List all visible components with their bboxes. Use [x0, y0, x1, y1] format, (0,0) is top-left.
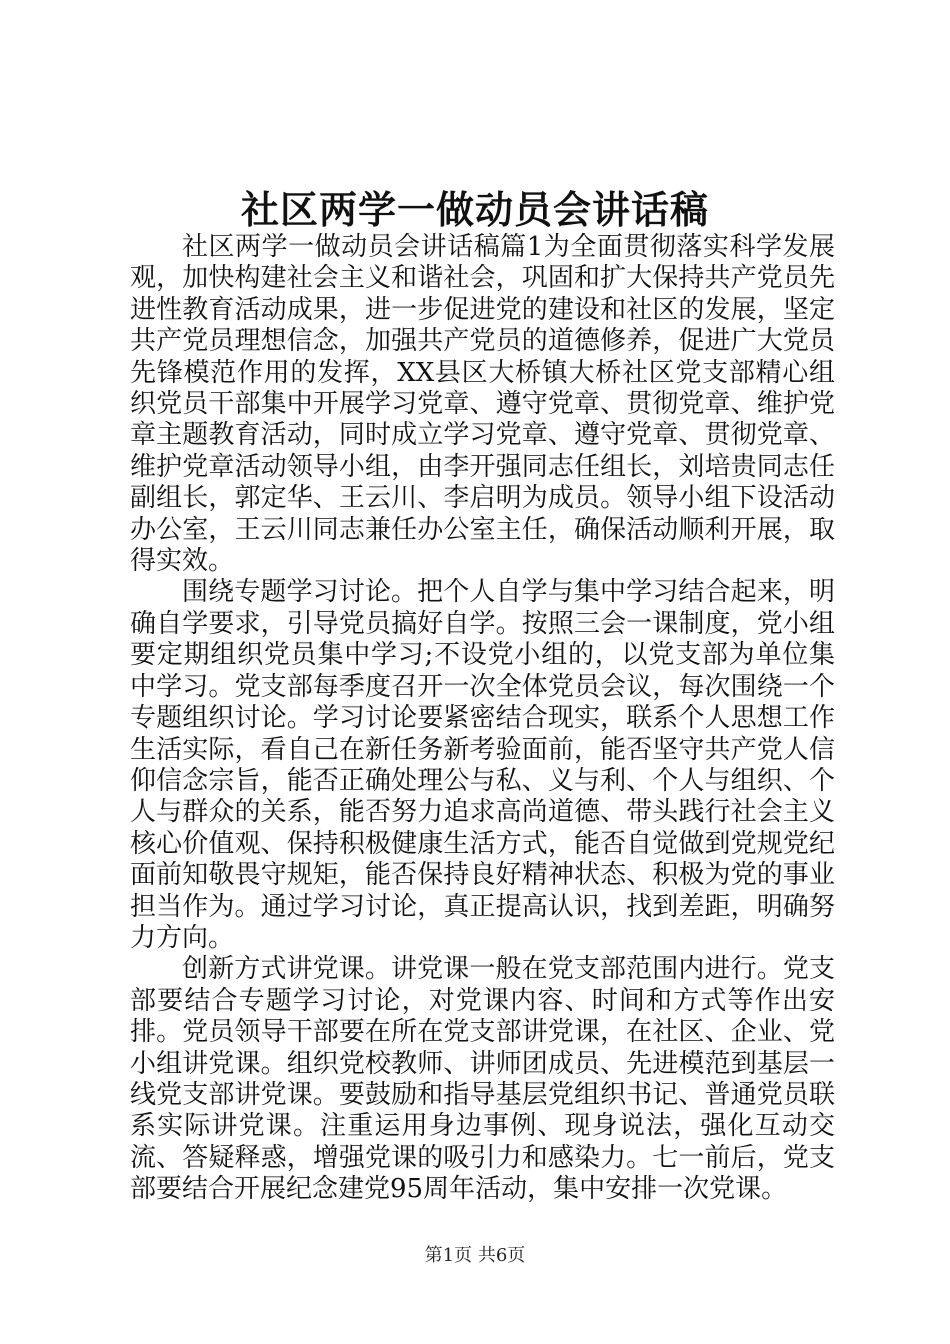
page-footer: 第1页 共6页: [424, 1245, 526, 1266]
document-title: 社区两学一做动员会讲话稿: [240, 187, 709, 232]
document-body: [130, 232, 835, 1206]
paragraph-1: 社区两学一做动员会讲话稿篇1为全面贯彻落实科学发展观，加快构建社会主义和谐社会，巩固和扩大保持共产党员先进性教育活动成果，进一步促进党的建设和社区的发展，坚定共产党员理想信念，加强共产党员的道德修养，促进广大党员先锋模范作用的发挥，XX县区大桥镇大桥社区党支部精心组织党员干部集中开展学习党章、遵守党章、贯彻党章、维护党章主题教育活动，同时成立学习党章、遵守党章、贯彻党章、维护党章活动领导小组，由李开强同志任组长，刘培贵同志任副组长，郭定华、王云川、李启明为成员。领导小组下设活动办公室，王云川同志兼任办公室主任，确保活动顺利开展，取得实效。: [130, 232, 835, 577]
paragraph-2: 围绕专题学习讨论。把个人自学与集中学习结合起来，明确自学要求，引导党员搞好自学。按照三会一课制度，党小组要定期组织党员集中学习;不设党小组的，以党支部为单位集中学习。党支部每季度召开一次全体党员会议，每次围绕一个专题组织讨论。学习讨论要紧密结合现实，联系个人思想工作生活实际，看自己在新任务新考验面前，能否坚守共产党人信仰信念宗旨，能否正确处理公与私、义与利、个人与组织、个人与群众的关系，能否努力追求高尚道德、带头践行社会主义核心价值观、保持积极健康生活方式，能否自觉做到党规党纪面前知敬畏守规矩，能否保持良好精神状态、积极为党的事业担当作为。通过学习讨论，真正提高认识，找到差距，明确努力方向。: [130, 577, 835, 953]
paragraph-3: 创新方式讲党课。讲党课一般在党支部范围内进行。党支部要结合专题学习讨论，对党课内容、时间和方式等作出安排。党员领导干部要在所在党支部讲党课，在社区、企业、党小组讲党课。组织党校教师、讲师团成员、先进模范到基层一线党支部讲党课。要鼓励和指导基层党组织书记、普通党员联系实际讲党课。注重运用身边事例、现身说法，强化互动交流、答疑释惑，增强党课的吸引力和感染力。七一前后，党支部要结合开展纪念建党95周年活动，集中安排一次党课。: [130, 954, 835, 1205]
